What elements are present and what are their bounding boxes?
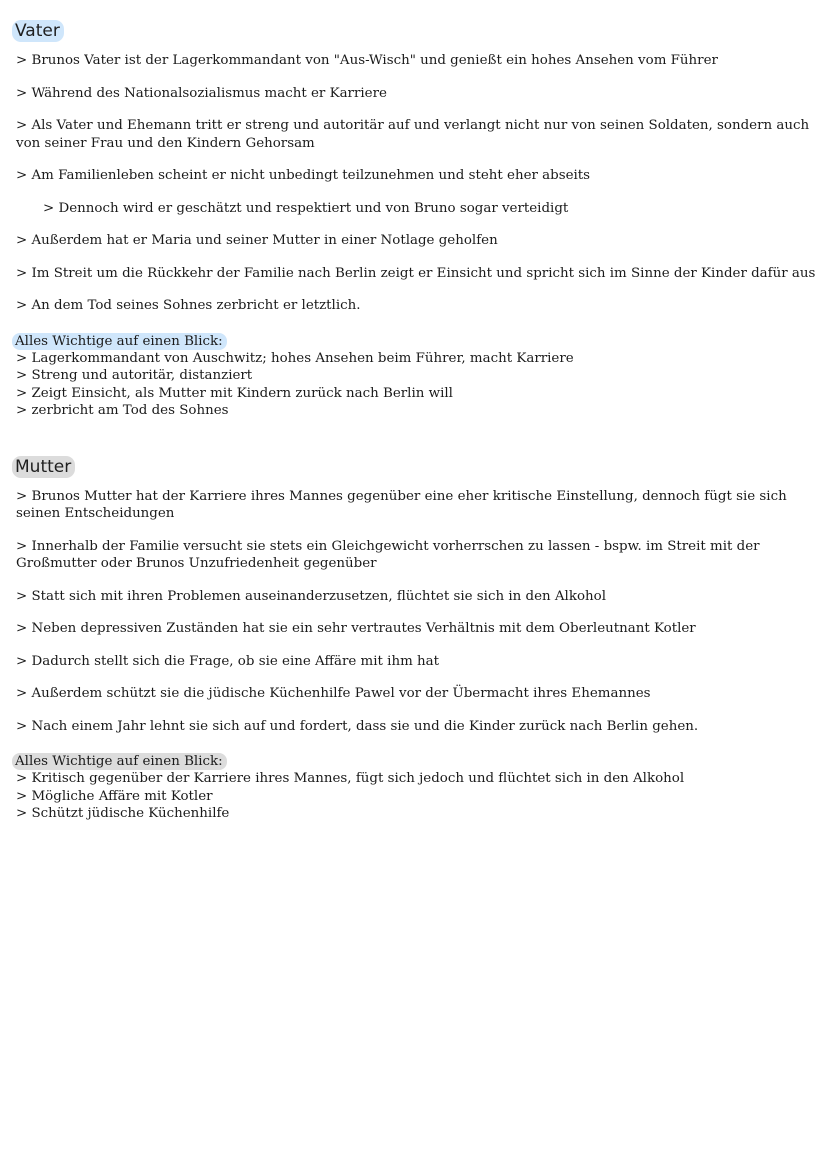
vater-paragraph: > Während des Nationalsozialismus macht er Karriere — [16, 85, 387, 101]
mutter-summary-item: > Mögliche Affäre mit Kotler — [16, 788, 213, 804]
vater-paragraph: > Brunos Vater ist der Lagerkommandant von "Aus-Wisch" und genießt ein hohes Ansehen vom Führer — [16, 53, 718, 68]
section-mutter — [16, 456, 816, 823]
document-page — [16, 20, 816, 823]
vater-paragraph: > Im Streit um die Rückkehr der Familie nach Berlin zeigt er Einsicht und spricht sich im Sinne der Kinder dafür aus — [16, 265, 816, 281]
mutter-paragraph: > Brunos Mutter hat der Karriere ihres Mannes gegenüber eine eher kritische Einstellung, dennoch fügt sie sich seinen Entscheidungen — [16, 488, 787, 521]
vater-summary-heading: Alles Wichtige auf einen Blick: — [12, 333, 227, 350]
mutter-paragraph: > Innerhalb der Familie versucht sie stets ein Gleichgewicht vorherrschen zu lassen - bspw. im Streit mit der Großmutter oder Brunos Unzufriedenheit gegenüber — [16, 538, 760, 571]
vater-summary-item: > Zeigt Einsicht, als Mutter mit Kindern zurück nach Berlin will — [16, 385, 453, 401]
section-vater — [16, 20, 816, 420]
mutter-paragraph: > Neben depressiven Zuständen hat sie ein sehr vertrautes Verhältnis mit dem Oberleutnant Kotler — [16, 621, 696, 636]
mutter-summary-heading: Alles Wichtige auf einen Blick: — [12, 753, 227, 770]
mutter-paragraph: > Außerdem schützt sie die jüdische Küchenhilfe Pawel vor der Übermacht ihres Ehemannes — [16, 686, 651, 701]
mutter-summary-item: > Kritisch gegenüber der Karriere ihres Mannes, fügt sich jedoch und flüchtet sich in den Alkohol — [16, 771, 685, 786]
heading-vater: Vater — [12, 20, 64, 42]
vater-paragraph: > Als Vater und Ehemann tritt er streng und autoritär auf und verlangt nicht nur von seinen Soldaten, sondern auch von seiner Frau und den Kindern Gehorsam — [16, 118, 810, 151]
mutter-paragraph: > Statt sich mit ihren Problemen auseinanderzusetzen, flüchtet sie sich in den Alkohol — [16, 588, 606, 604]
vater-paragraph: > Am Familienleben scheint er nicht unbedingt teilzunehmen und steht eher abseits — [16, 168, 591, 183]
vater-paragraph-indented: > Dennoch wird er geschätzt und respektiert und von Bruno sogar verteidigt — [43, 200, 569, 216]
mutter-paragraph: > Dadurch stellt sich die Frage, ob sie eine Affäre mit ihm hat — [16, 653, 440, 669]
mutter-summary — [16, 750, 816, 823]
vater-summary — [16, 330, 816, 420]
heading-mutter: Mutter — [12, 456, 75, 478]
vater-paragraph: > Außerdem hat er Maria und seiner Mutter in einer Notlage geholfen — [16, 233, 498, 248]
vater-summary-item: > zerbricht am Tod des Sohnes — [16, 403, 229, 418]
mutter-summary-item: > Schützt jüdische Küchenhilfe — [16, 806, 230, 821]
mutter-paragraph: > Nach einem Jahr lehnt sie sich auf und fordert, dass sie und die Kinder zurück nach Berlin gehen. — [16, 718, 699, 734]
vater-summary-item: > Streng und autoritär, distanziert — [16, 368, 253, 383]
vater-paragraph: > An dem Tod seines Sohnes zerbricht er letztlich. — [16, 298, 361, 313]
vater-summary-item: > Lagerkommandant von Auschwitz; hohes Ansehen beim Führer, macht Karriere — [16, 350, 574, 366]
